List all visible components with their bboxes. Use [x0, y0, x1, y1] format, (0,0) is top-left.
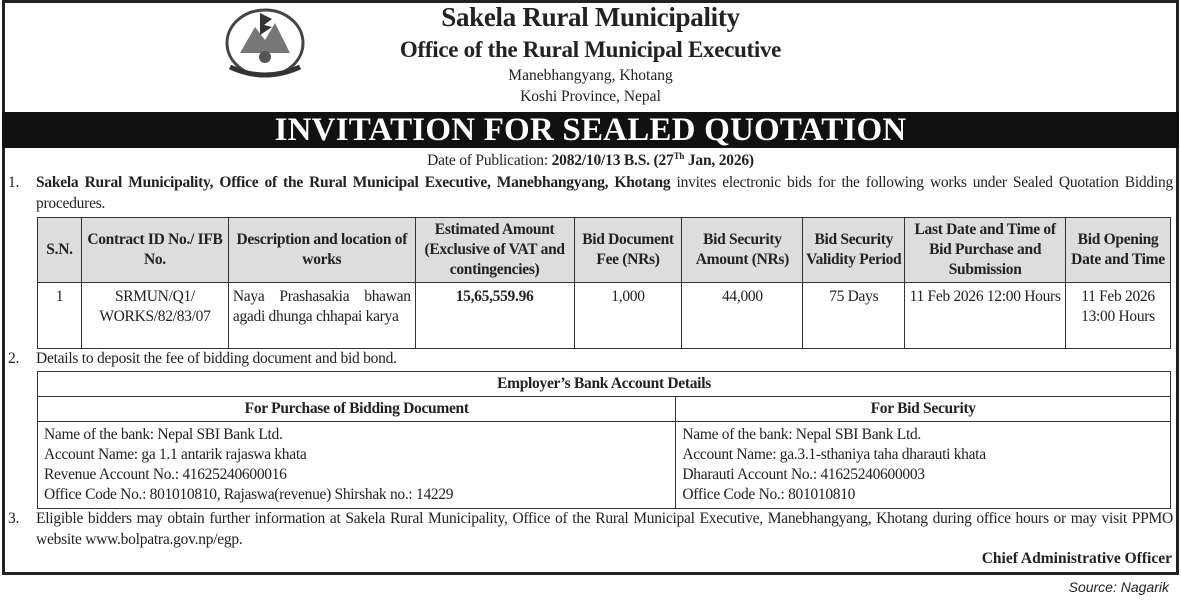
clause-1-text: invites electronic bids for the following works under Sealed Quotation Bidding procedures.: [36, 174, 1173, 212]
bank-line: Office Code No.: 801010810: [682, 486, 856, 503]
cell-description: Naya Prashasakia bhawan agadi dhunga chhapai karya: [228, 283, 415, 349]
notice-title-banner: INVITATION FOR SEALED QUOTATION: [2, 112, 1179, 148]
bid-table: [37, 217, 1171, 349]
clause-2-text: Details to deposit the fee of bidding document and bid bond.: [36, 350, 397, 367]
bank-line: Name of the bank: Nepal SBI Bank Ltd.: [44, 426, 283, 443]
bank-line: Account Name: ga.3.1-sthaniya taha dharauti khata: [682, 446, 986, 463]
right-heading: For Bid Security: [676, 397, 1171, 422]
table-row: [38, 422, 1171, 509]
municipality-name: Sakela Rural Municipality: [441, 2, 740, 32]
bank-table-title: Employer’s Bank Account Details: [38, 372, 1171, 397]
cell-security-amount: 44,000: [682, 283, 803, 349]
clause-1-bold: Sakela Rural Municipality, Office of the Rural Municipal Executive, Manebhangyang, Khotang: [36, 174, 671, 191]
bank-line: Account Name: ga 1.1 antarik rajaswa khata: [44, 446, 307, 463]
clause-number: 3.: [8, 510, 20, 527]
left-heading: For Purchase of Bidding Document: [38, 397, 676, 422]
clause-1: [8, 172, 1173, 214]
cell-opening-date: 11 Feb 2026 13:00 Hours: [1066, 283, 1171, 349]
signatory: Chief Administrative Officer: [981, 550, 1172, 567]
bank-line: Name of the bank: Nepal SBI Bank Ltd.: [682, 426, 921, 443]
table-header-row: [38, 218, 1171, 283]
col-header: Description and location of works: [228, 218, 415, 283]
clause-3-text: Eligible bidders may obtain further information at Sakela Rural Municipality, Office of the Rural Municipal Executive, Manebhangyang, Khotang during office hours or may visit PPMO website www.bolpatra.gov.np/egp.: [36, 510, 1173, 548]
cell-estimated-amount: 15,65,559.96: [415, 283, 574, 349]
col-header: Bid Security Validity Period: [803, 218, 905, 283]
cell-sn: 1: [38, 283, 82, 349]
publication-date: [0, 151, 1181, 170]
address-line-1: Manebhangyang, Khotang: [508, 67, 673, 84]
table-row: [38, 283, 1171, 349]
source-credit: Source: Nagarik: [1068, 579, 1169, 595]
publication-label: Date of Publication:: [427, 152, 552, 170]
bank-line: Office Code No.: 801010810, Rajaswa(revenue) Shirshak no.: 14229: [44, 486, 454, 503]
date-superscript: Th: [673, 151, 685, 161]
cell-document-fee: 1,000: [574, 283, 682, 349]
col-header: S.N.: [38, 218, 82, 283]
clause-3: [8, 508, 1173, 550]
cell-validity: 75 Days: [803, 283, 905, 349]
col-header: Contract ID No./ IFB No.: [81, 218, 228, 283]
publication-date-end: Jan, 2026): [684, 152, 754, 170]
col-header: Estimated Amount (Exclusive of VAT and contingencies): [415, 218, 574, 283]
clause-2: [8, 348, 1173, 369]
bank-details-table: [37, 371, 1171, 509]
col-header: Bid Opening Date and Time: [1066, 218, 1171, 283]
clause-number: 1.: [8, 174, 20, 191]
col-header: Bid Document Fee (NRs): [574, 218, 682, 283]
bank-line: Revenue Account No.: 41625240600016: [44, 466, 287, 483]
office-name: Office of the Rural Municipal Executive: [399, 37, 782, 62]
publication-date-value: 2082/10/13 B.S. (27: [551, 152, 674, 170]
cell-last-date: 11 Feb 2026 12:00 Hours: [905, 283, 1066, 349]
cell-contract-id: SRMUN/Q1/ WORKS/82/83/07: [81, 283, 228, 349]
col-header: Last Date and Time of Bid Purchase and Submission: [905, 218, 1066, 283]
col-header: Bid Security Amount (NRs): [682, 218, 803, 283]
bid-security-account: [676, 422, 1171, 509]
bank-line: Dharauti Account No.: 41625240600003: [682, 466, 925, 483]
bidding-document-account: [38, 422, 676, 509]
clause-number: 2.: [8, 350, 20, 367]
address-line-2: Koshi Province, Nepal: [520, 88, 661, 105]
